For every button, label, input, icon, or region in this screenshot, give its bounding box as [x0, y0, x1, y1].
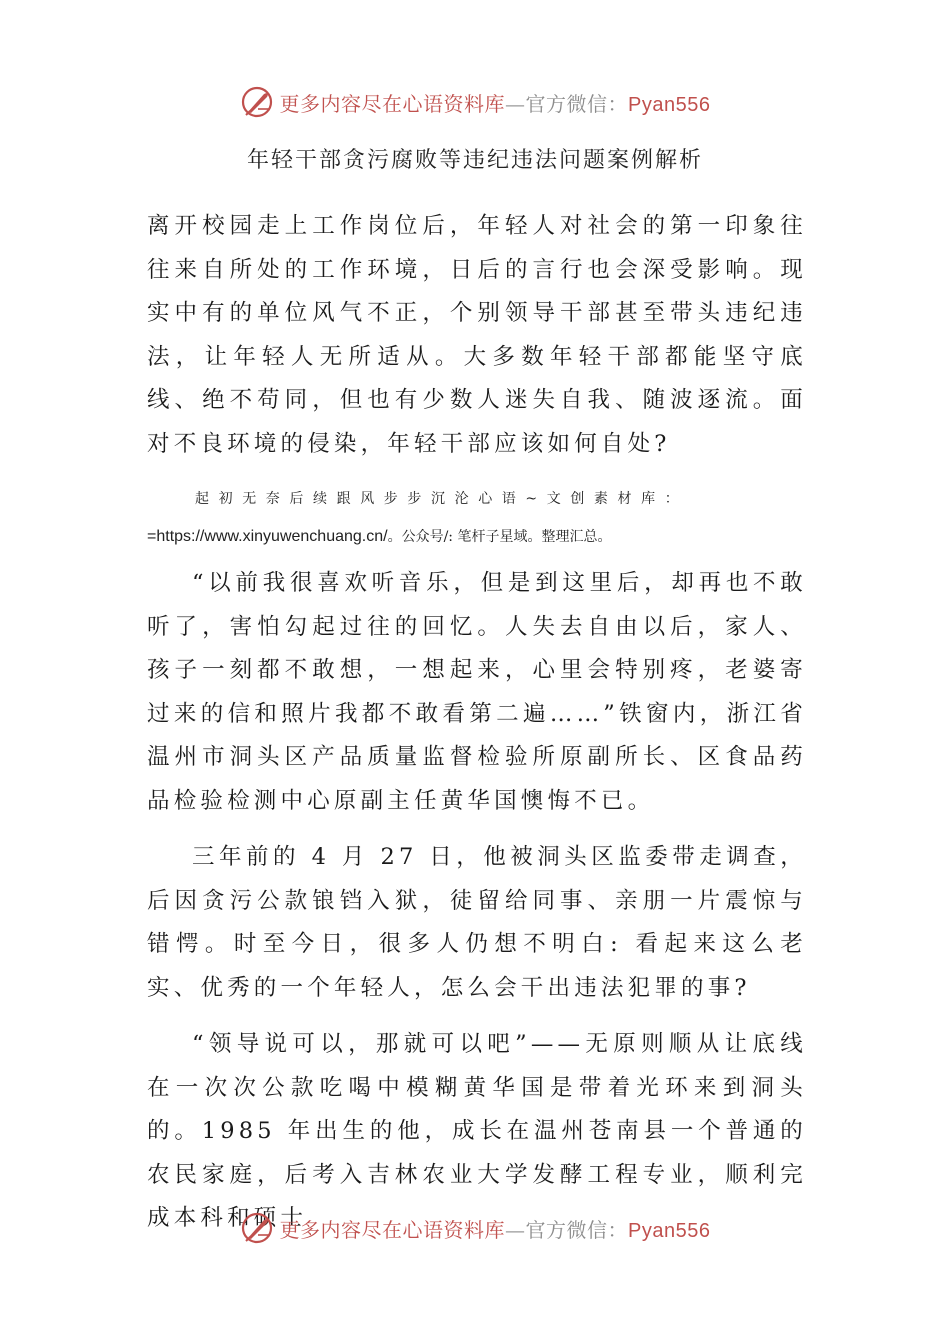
source-url-link[interactable]: =https://www.xinyuwenchuang.cn/ — [147, 528, 388, 545]
banner-wechat-id: Pyan556 — [628, 1219, 711, 1242]
banner-brand: 更多内容尽在心语资料库 — [279, 1217, 506, 1242]
source-note-tail: 。公众号/: 笔杆子星域。整理汇总。 — [387, 529, 612, 545]
banner-brand: 更多内容尽在心语资料库 — [279, 91, 506, 116]
banner-official-label: 官方微信： — [525, 91, 629, 116]
quill-logo-icon — [240, 85, 274, 119]
banner-text — [280, 88, 711, 117]
banner-dash: — — [505, 91, 526, 116]
banner-dash: — — [505, 1217, 526, 1242]
paragraph-4: “领导说可以，那就可以吧”——无原则顺从让底线在一次次公款吃喝中模糊黄华国是带着光环来到洞头的。1985 年出生的他，成长在温州苍南县一个普通的农民家庭，后考入吉林农业大学发酵工程专业，顺利完成本科和硕士 — [147, 1031, 807, 1231]
source-note — [147, 480, 807, 556]
banner-text — [280, 1214, 711, 1243]
paragraph-1: 离开校园走上工作岗位后，年轻人对社会的第一印象往往来自所处的工作环境，日后的言行也会深受影响。现实中有的单位风气不正，个别领导干部甚至带头违纪违法，让年轻人无所适从。大多数年轻干部都能坚守底线、绝不苟同，但也有少数人迷失自我、随波逐流。面对不良环境的侵染，年轻干部应该如何自处? — [147, 213, 807, 457]
banner-official-label: 官方微信： — [525, 1217, 629, 1242]
header-banner — [0, 82, 950, 122]
footer-banner — [0, 1208, 950, 1248]
quill-logo-icon — [240, 1211, 274, 1245]
paragraph-2: “以前我很喜欢听音乐，但是到这里后，却再也不敢听了，害怕勾起过往的回忆。人失去自由以后，家人、孩子一刻都不敢想，一想起来，心里会特别疼，老婆寄过来的信和照片我都不敢看第二遍……”铁窗内，浙江省温州市洞头区产品质量监督检验所原副所长、区食品药品检验检测中心原副主任黄华国懊悔不已。 — [147, 570, 807, 814]
banner-wechat-id: Pyan556 — [628, 93, 711, 116]
source-note-text: 起初无奈后续跟风步步沉沦心语~文创素材库： — [195, 491, 689, 507]
document-title: 年轻干部贪污腐败等违纪违法问题案例解析 — [246, 148, 703, 173]
paragraph-3: 三年前的 4 月 27 日，他被洞头区监委带走调查，后因贪污公款锒铛入狱，徒留给同事、亲朋一片震惊与错愕。时至今日，很多人仍想不明白: 看起来这么老实、优秀的一个年轻人，怎么会干出违法犯罪的事? — [147, 844, 807, 1001]
